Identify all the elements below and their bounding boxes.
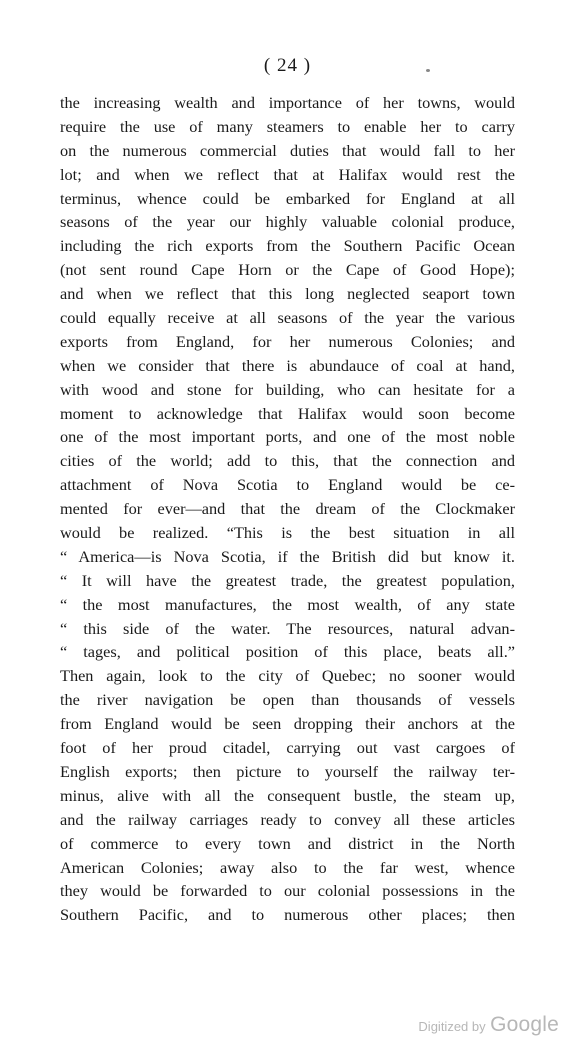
text-line: and when we reflect that this long neglected seaport town xyxy=(60,284,515,304)
text-line: exports from England, for her numerous Colonies; and xyxy=(60,331,515,351)
text-line: Southern Pacific, and to numerous other places; then xyxy=(60,905,515,925)
text-line: American Colonies; away also to the far west, whence xyxy=(60,857,515,877)
page-number: ( 24 ) xyxy=(263,55,312,76)
ink-speck xyxy=(426,69,430,72)
text-line: cities of the world; add to this, that the connection and xyxy=(60,451,515,471)
text-line: would be realized. “This is the best situation in all xyxy=(60,523,515,543)
text-line: they would be forwarded to our colonial possessions in the xyxy=(60,881,515,901)
text-line: “ It will have the greatest trade, the greatest population, xyxy=(60,570,515,590)
text-line: “ the most manufactures, the most wealth, of any state xyxy=(60,594,515,614)
text-line: including the rich exports from the Southern Pacific Ocean xyxy=(60,236,515,256)
text-line: “ tages, and political position of this place, beats all.” xyxy=(60,642,515,662)
text-line: “ America—is Nova Scotia, if the British did but know it. xyxy=(60,546,515,566)
text-line: seasons of the year our highly valuable colonial produce, xyxy=(60,212,515,232)
text-line: and the railway carriages ready to convey all these articles xyxy=(60,809,515,829)
text-line: mented for ever—and that the dream of the Clockmaker xyxy=(60,499,515,519)
text-line: on the numerous commercial duties that would fall to her xyxy=(60,140,515,160)
text-line: from England would be seen dropping their anchors at the xyxy=(60,714,515,734)
text-line: foot of her proud citadel, carrying out vast cargoes of xyxy=(60,738,515,758)
text-line: with wood and stone for building, who can hesitate for a xyxy=(60,379,515,399)
text-line: of commerce to every town and district in the North xyxy=(60,833,515,853)
text-line: require the use of many steamers to enable her to carry xyxy=(60,116,515,136)
text-line: moment to acknowledge that Halifax would soon become xyxy=(60,403,515,423)
body-text xyxy=(60,91,515,927)
text-line: (not sent round Cape Horn or the Cape of Good Hope); xyxy=(60,260,515,280)
text-line: “ this side of the water. The resources, natural advan- xyxy=(60,618,515,638)
text-line: English exports; then picture to yourself the railway ter- xyxy=(60,761,515,781)
digitized-by-google-watermark xyxy=(418,1013,559,1037)
text-line: attachment of Nova Scotia to England would be ce- xyxy=(60,475,515,495)
text-line: the river navigation be open than thousands of vessels xyxy=(60,690,515,710)
text-line: minus, alive with all the consequent bustle, the steam up, xyxy=(60,785,515,805)
text-line: the increasing wealth and importance of her towns, would xyxy=(60,93,515,112)
text-line: when we consider that there is abundauce of coal at hand, xyxy=(60,355,515,375)
google-logo: Google xyxy=(490,1013,559,1036)
text-line: terminus, whence could be embarked for England at all xyxy=(60,188,515,208)
watermark-prefix: Digitized by xyxy=(418,1019,486,1034)
text-line: lot; and when we reflect that at Halifax would rest the xyxy=(60,164,515,184)
text-line: Then again, look to the city of Quebec; no sooner would xyxy=(60,666,515,686)
text-line: one of the most important ports, and one of the most noble xyxy=(60,427,515,447)
text-line: could equally receive at all seasons of the year the various xyxy=(60,308,515,328)
